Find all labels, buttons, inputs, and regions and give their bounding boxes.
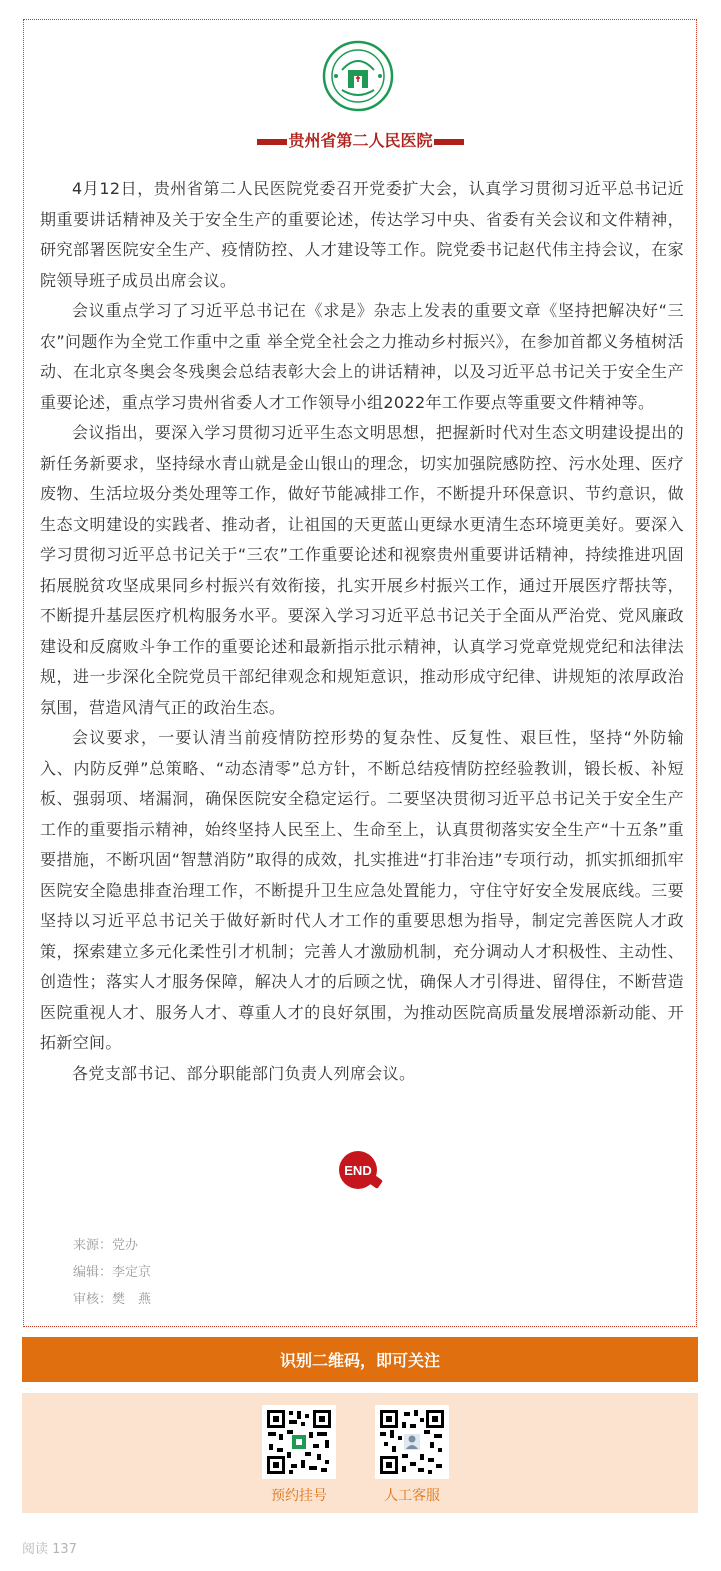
credit-editor: 编辑：李定京 bbox=[73, 1265, 152, 1280]
qr-appointment[interactable] bbox=[259, 1405, 339, 1505]
qr-label-customer-service: 人工客服 bbox=[384, 1488, 440, 1504]
follow-banner bbox=[22, 1337, 698, 1382]
follow-text: 识别二维码，即可关注 bbox=[279, 1351, 440, 1370]
paragraph: 各党支部书记、部分职能部门负责人列席会议。 bbox=[72, 1063, 416, 1083]
paragraph: 会议要求，一要认清当前疫情防控形势的复杂性、反复性、艰巨性，坚持“外防输入、内防反弹”总策略、“动态清零”总方针，不断总结疫情防控经验教训，锻长板、补短板、强弱项、堵漏洞，确保医院安全稳定运行。二要坚决贯彻习近平总书记关于安全生产工作的重要指示精神，始终坚持人民至上、生命至上，认真贯彻落实安全生产“十五条”重要措施，不断巩固“智慧消防”取得的成效，扎实推进“打非治违”专项行动，抓实抓细抓牢医院安全隐患排查治理工作，不断提升卫生应急处置能力，守住守好安全发展底线。三要坚持以习近平总书记关于做好新时代人才工作的重要思想为指导，制定完善医院人才政策，探索建立多元化柔性引才机制；完善人才激励机制，充分调动人才积极性、主动性、创造性；落实人才服务保障，解决人才的后顾之忧，确保人才引得进、留得住，不断营造医院重视人才、服务人才、尊重人才的良好氛围，为推动医院高质量发展增添新动能、开拓新空间。 bbox=[40, 728, 684, 1052]
banner-bar-right bbox=[434, 139, 464, 145]
qr-code-icon[interactable] bbox=[262, 1405, 336, 1479]
hospital-logo bbox=[322, 40, 394, 112]
banner-title: 贵州省第二人民医院 bbox=[288, 131, 433, 150]
paragraph: 会议重点学习了习近平总书记在《求是》杂志上发表的重要文章《坚持把解决好“三农”问题作为全党工作重中之重 举全党全社会之力推动乡村振兴》，在参加首都义务植树活动、在北京冬奥会冬残奥会总结表彰大会上的讲话精神，以及习近平总书记关于安全生产重要论述，重点学习贵州省委人才工作领导小组2022年工作要点等重要文件精神等。 bbox=[40, 301, 684, 412]
hospital-banner bbox=[0, 128, 721, 154]
read-count: 阅读 137 bbox=[22, 1542, 77, 1557]
paragraph: 4月12日，贵州省第二人民医院党委召开党委扩大会，认真学习贯彻习近平总书记近期重要讲话精神及关于安全生产的重要论述，传达学习中央、省委有关会议和文件精神，研究部署医院安全生产、疫情防控、人才建设等工作。院党委书记赵代伟主持会议，在家院领导班子成员出席会议。 bbox=[40, 179, 684, 290]
end-badge: END bbox=[339, 1151, 377, 1189]
banner-bar-left bbox=[257, 139, 287, 145]
qr-customer-service[interactable] bbox=[372, 1405, 452, 1505]
credit-reviewer: 审核：樊 燕 bbox=[73, 1292, 152, 1307]
credit-source: 来源：党办 bbox=[73, 1238, 139, 1253]
article-body bbox=[40, 174, 684, 1089]
qr-panel bbox=[22, 1393, 698, 1513]
article-credits bbox=[73, 1232, 151, 1313]
paragraph: 会议指出，要深入学习贯彻习近平生态文明思想，把握新时代对生态文明建设提出的新任务新要求，坚持绿水青山就是金山银山的理念，切实加强院感防控、污水处理、医疗废物、生活垃圾分类处理等工作，做好节能减排工作，不断提升环保意识、节约意识，做生态文明建设的实践者、推动者，让祖国的天更蓝山更绿水更清生态环境更美好。要深入学习贯彻习近平总书记关于“三农”工作重要论述和视察贵州重要讲话精神，持续推进巩固拓展脱贫攻坚成果同乡村振兴有效衔接，扎实开展乡村振兴工作，通过开展医疗帮扶等，不断提升基层医疗机构服务水平。要深入学习习近平总书记关于全面从严治党、党风廉政建设和反腐败斗争工作的重要论述和最新指示批示精神，认真学习党章党规党纪和法律法规，进一步深化全院党员干部纪律观念和规矩意识，推动形成守纪律、讲规矩的浓厚政治氛围，营造风清气正的政治生态。 bbox=[40, 423, 684, 717]
qr-code-icon[interactable] bbox=[375, 1405, 449, 1479]
qr-label-appointment: 预约挂号 bbox=[271, 1488, 327, 1504]
